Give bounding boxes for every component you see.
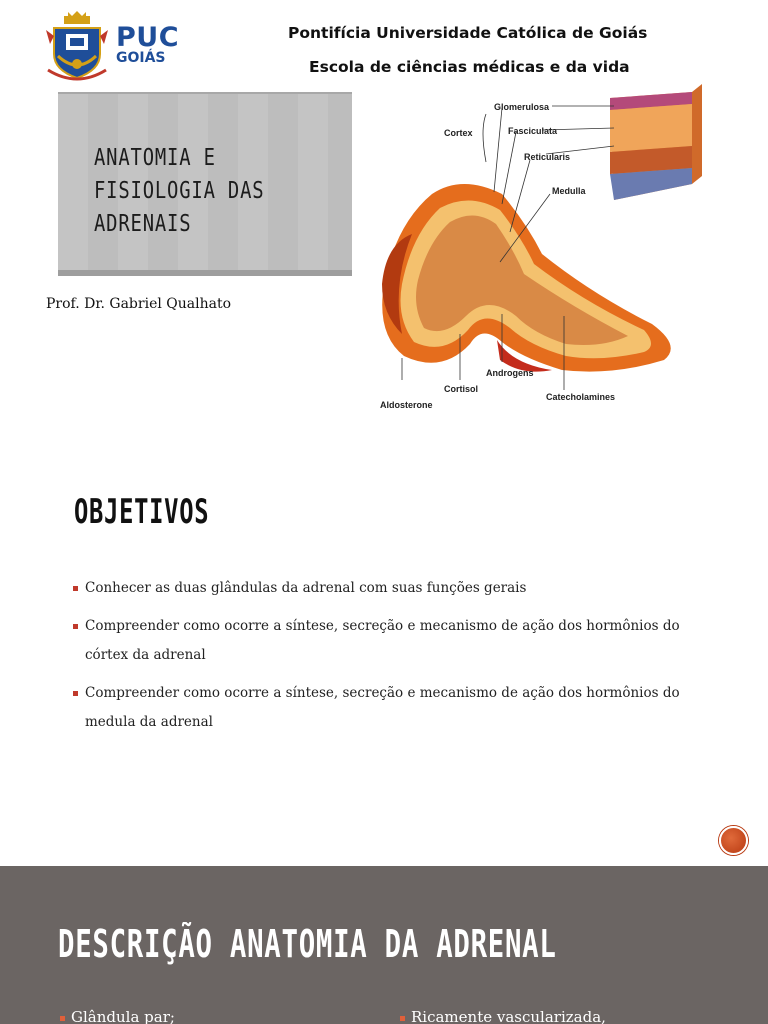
presentation-title: [94, 142, 299, 241]
school-name: Escola de ciências médicas e da vida: [309, 58, 630, 76]
logo-subtitle: GOIÁS: [116, 50, 166, 66]
next-slide-icon[interactable]: [719, 826, 748, 855]
label-cortex: Cortex: [444, 128, 473, 138]
label-glomerulosa: Glomerulosa: [494, 102, 550, 112]
objectives-list: [72, 574, 692, 746]
title-line-1: ANATOMIA E: [94, 145, 216, 171]
label-catecholamines: Catecholamines: [546, 392, 616, 402]
label-cortisol: Cortisol: [444, 384, 479, 394]
bullet-icon: [73, 586, 78, 591]
title-box: [58, 92, 352, 276]
objectives-slide: [0, 440, 768, 866]
list-item: Compreender como ocorre a síntese, secreção e mecanismo de ação dos hormônios do medula da adrenal: [72, 679, 692, 737]
author-name: Prof. Dr. Gabriel Qualhato: [46, 296, 232, 312]
label-fasciculata: Fasciculata: [508, 126, 558, 136]
label-androgens: Androgens: [486, 368, 534, 378]
bullet-icon: [60, 1016, 65, 1021]
label-reticularis: Reticularis: [524, 152, 571, 162]
description-title: DESCRIÇÃO ANATOMIA DA ADRENAL: [58, 922, 557, 966]
left-bullet: Glândula par;: [60, 1008, 175, 1024]
label-aldosterone: Aldosterone: [380, 400, 433, 410]
bullet-icon: [73, 624, 78, 629]
logo-title: PUC: [116, 22, 180, 53]
cortex-tissue-block: [610, 84, 702, 200]
title-slide: [0, 0, 768, 440]
right-bullet: Ricamente vascularizada,: [400, 1008, 606, 1024]
adrenal-gland: [382, 184, 671, 372]
label-medulla: Medulla: [552, 186, 586, 196]
title-line-3: ADRENAIS: [94, 211, 192, 237]
bullet-icon: [73, 691, 78, 696]
anatomy-description-slide: [0, 866, 768, 1024]
university-name: Pontifícia Universidade Católica de Goiás: [288, 24, 648, 42]
list-item: Conhecer as duas glândulas da adrenal com suas funções gerais: [72, 574, 692, 603]
list-item: Compreender como ocorre a síntese, secreção e mecanismo de ação dos hormônios do córtex da adrenal: [72, 612, 692, 670]
puc-crest-icon: [44, 10, 110, 84]
objectives-title: OBJETIVOS: [74, 492, 210, 532]
title-line-2: FISIOLOGIA DAS: [94, 178, 265, 204]
adrenal-gland-diagram: [352, 84, 704, 428]
bullet-icon: [400, 1016, 405, 1021]
